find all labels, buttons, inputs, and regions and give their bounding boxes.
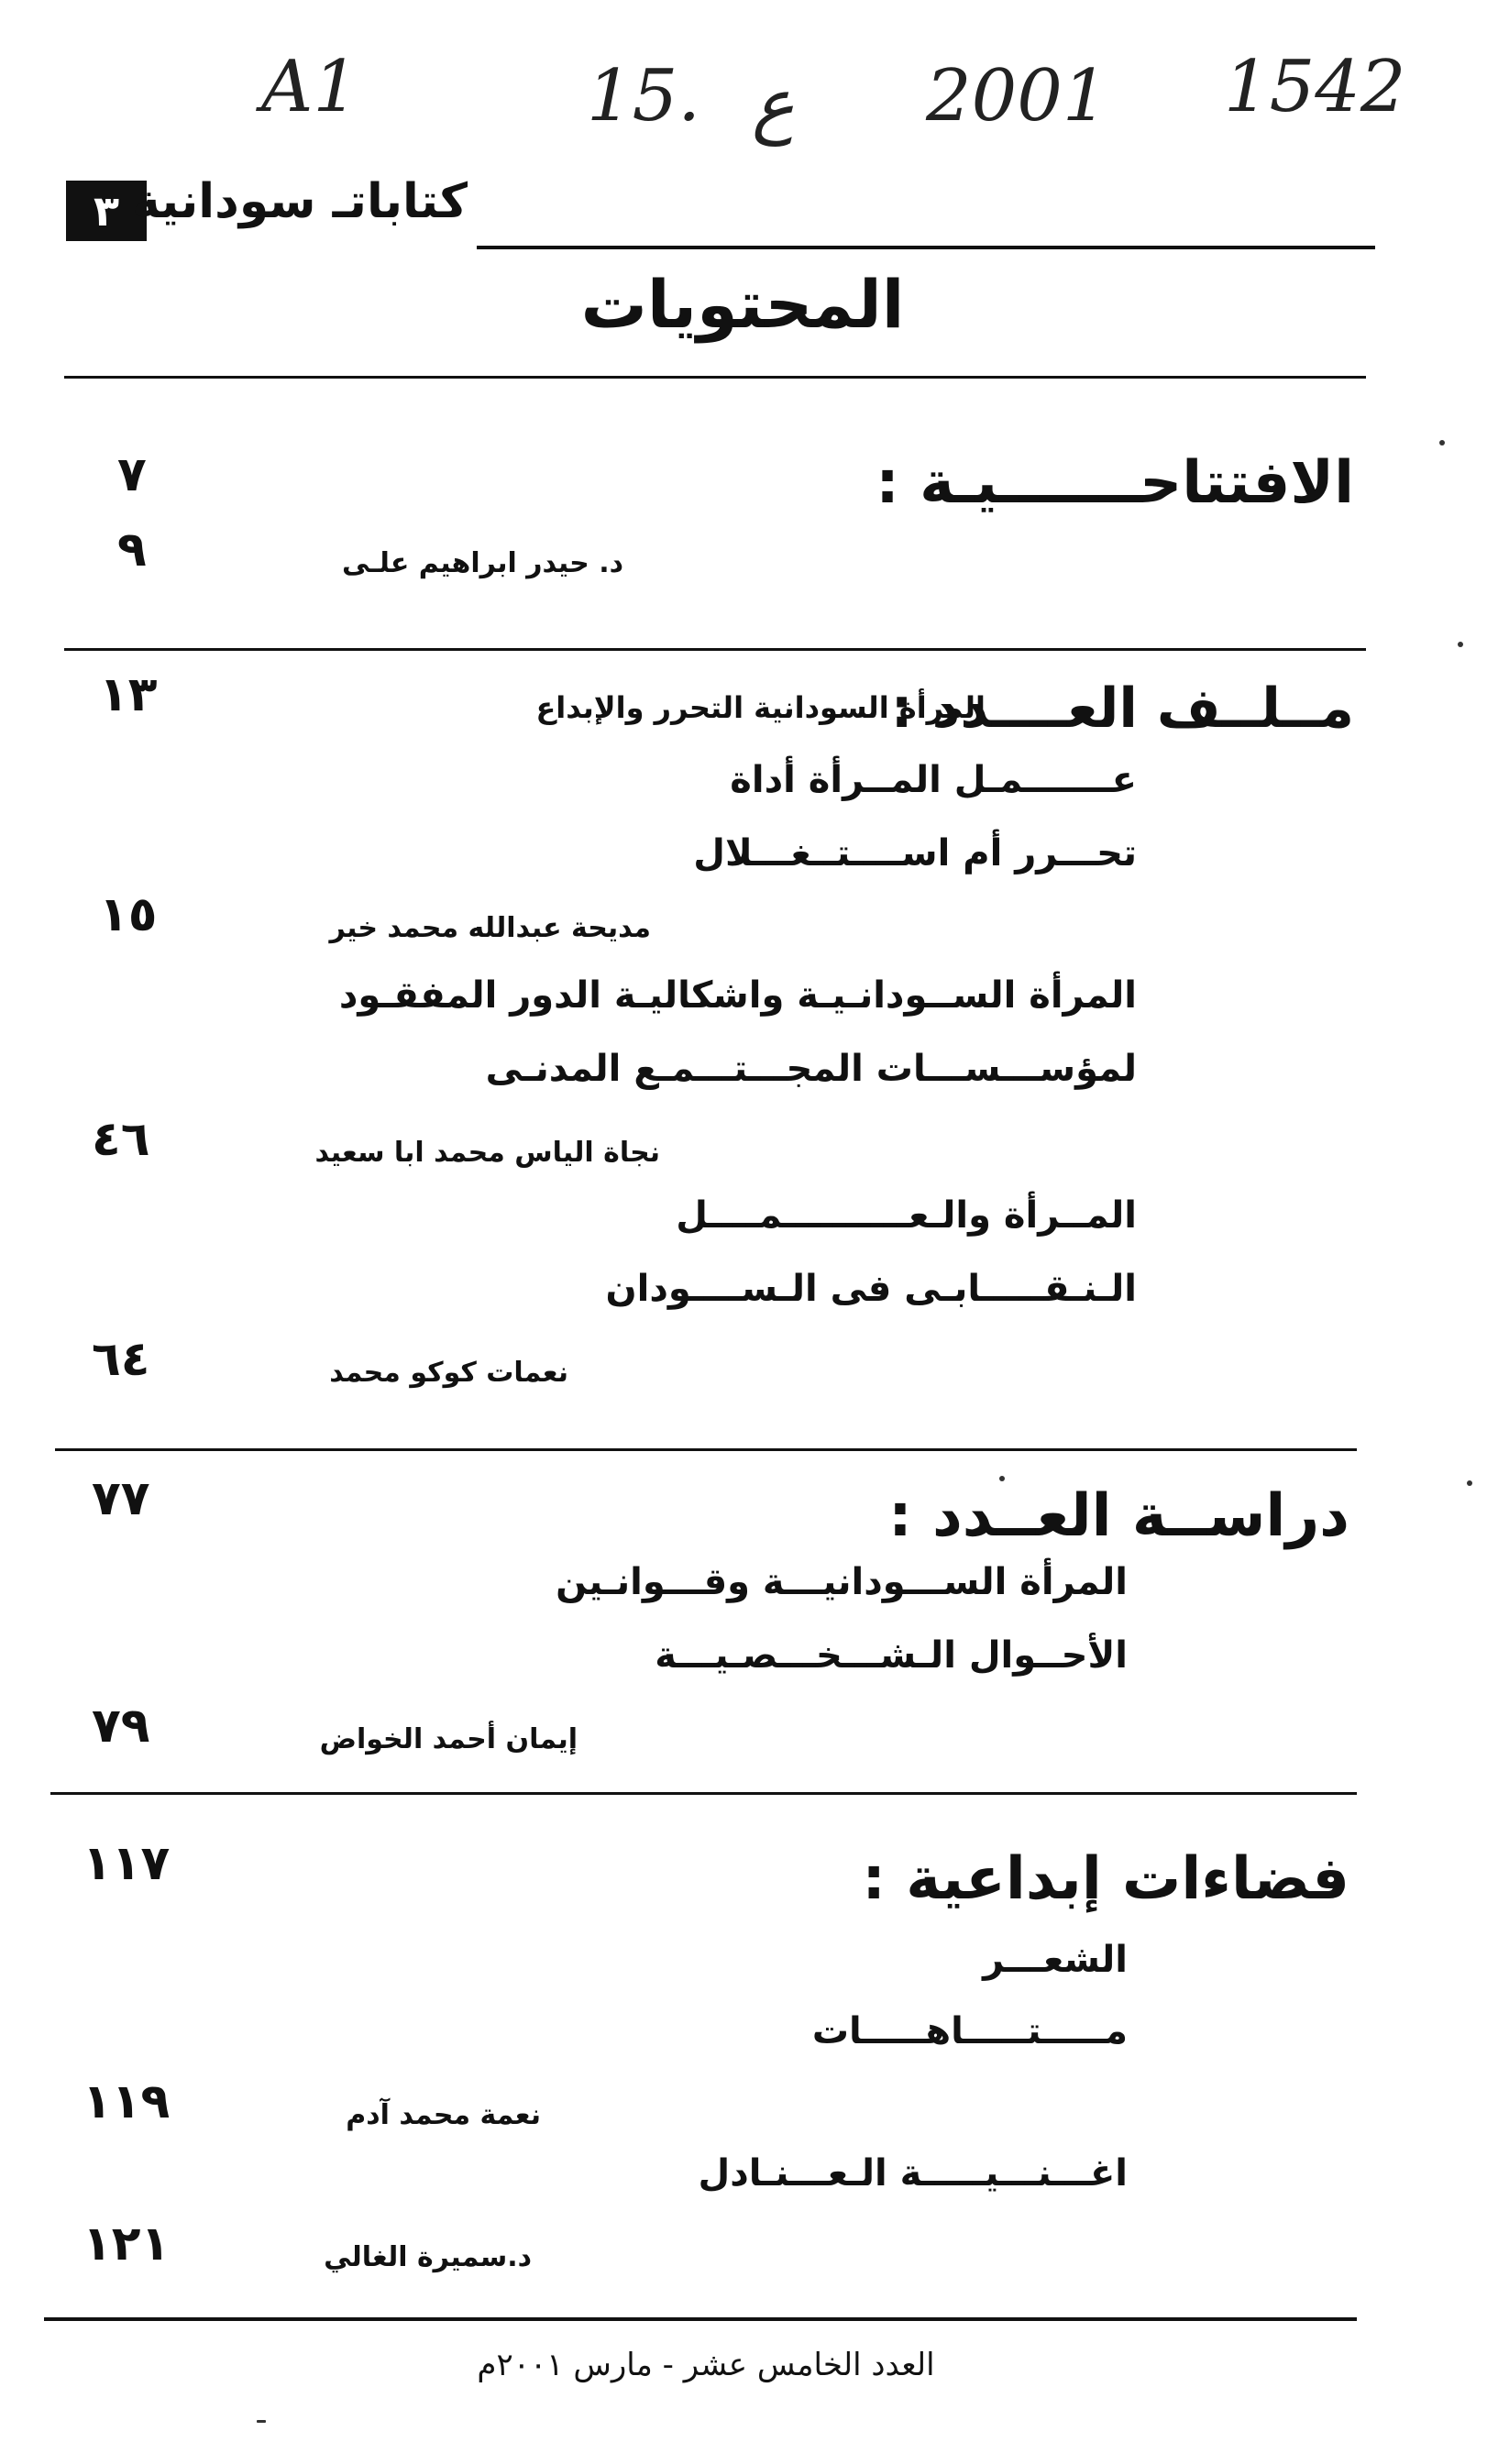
issue-badge: ٣ (66, 181, 147, 241)
section-page-number: ١١٧ (83, 1836, 171, 1891)
section-title: فضاءات إبداعية : (862, 1845, 1349, 1913)
entry-page-number: ٤٦ (92, 1112, 150, 1167)
entry-author: د. حيدر ابراهيم علـى (341, 547, 623, 579)
section-page-number: ٧ (117, 447, 147, 502)
entry-page-number: ١٥ (99, 887, 158, 942)
entry-title-line: الـنـقـــــابـى فى الـســــودان (605, 1268, 1137, 1310)
handwritten-number: 1542 (1224, 46, 1406, 128)
entry-title-line: عـــــــمـل المــرأة أداة (730, 759, 1137, 801)
entry-page-number: ١١٩ (83, 2074, 171, 2129)
handwritten-date-year: 2001 (926, 55, 1108, 138)
scan-speck (1458, 642, 1463, 647)
entry-title-line: المــرأة والـعــــــــــمــــل (676, 1194, 1137, 1237)
page-title: المحتويات (580, 266, 905, 343)
entry-title-line: لمؤســـســـات المجـــتـــمـع المدنـى (485, 1048, 1137, 1090)
handwritten-date-month: ع (752, 64, 795, 147)
entry-title-line: المرأة الســودانـيـة واشكاليـة الدور المفقـود (338, 974, 1137, 1017)
entry-page-number: ٧٩ (92, 1699, 150, 1754)
section-rule (55, 1448, 1357, 1451)
section-page-number: ١٣ (99, 667, 158, 722)
entry-author: مديحة عبدالله محمد خير (329, 912, 651, 944)
section-rule (50, 1792, 1357, 1795)
handwritten-code: A1 (261, 46, 358, 128)
entry-author: د.سميرة الغالي (324, 2241, 532, 2273)
entry-author: نعمات كوكو محمد (329, 1357, 568, 1389)
section-title: دراســة العــدد : (888, 1482, 1349, 1550)
footer-rule (44, 2317, 1357, 2321)
entry-author: إيمان أحمد الخواض (319, 1723, 578, 1755)
entry-author: نجاة الياس محمد ابا سعيد (314, 1137, 660, 1169)
section-title: مــلــف العــــدد : (890, 676, 1354, 741)
entry-author: نعمة محمد آدم (346, 2099, 541, 2131)
masthead-rule (477, 246, 1375, 249)
scan-speck (1439, 440, 1445, 446)
magazine-title: كتاباتـ سودانية (132, 174, 468, 229)
section-page-number: ٧٧ (92, 1471, 150, 1526)
title-rule (64, 376, 1366, 379)
section-rule (64, 648, 1366, 651)
scan-speck (257, 2420, 266, 2423)
scan-speck (1467, 1480, 1472, 1486)
section-title: الافتتاحـــــــيـة : (876, 449, 1354, 517)
section-subtitle: المرأة السودانية التحرر والإبداع (535, 690, 986, 725)
entry-title-line: مـــــتـــــاهـــــات (811, 2010, 1128, 2052)
entry-page-number: ١٢١ (83, 2216, 171, 2272)
entry-title-line: الأحــوال الـشـــخـــصـيـــة (655, 1634, 1128, 1677)
section-subheading: الشعـــر (983, 1939, 1128, 1981)
entry-title-line: تحـــرر أم اســــتــغـــلال (693, 832, 1137, 874)
handwritten-date-day: 15. (587, 55, 701, 138)
entry-title-line: المرأة الســـودانيـــة وقـــوانـين (556, 1561, 1128, 1603)
scan-speck (999, 1476, 1005, 1481)
entry-page-number: ٩ (117, 522, 147, 578)
entry-title-line: اغـــنـــيـــــة الـعـــنـادل (698, 2152, 1128, 2194)
entry-page-number: ٦٤ (92, 1332, 150, 1387)
footer-issue-date: العدد الخامس عشر - مارس ٢٠٠١م (477, 2347, 935, 2383)
